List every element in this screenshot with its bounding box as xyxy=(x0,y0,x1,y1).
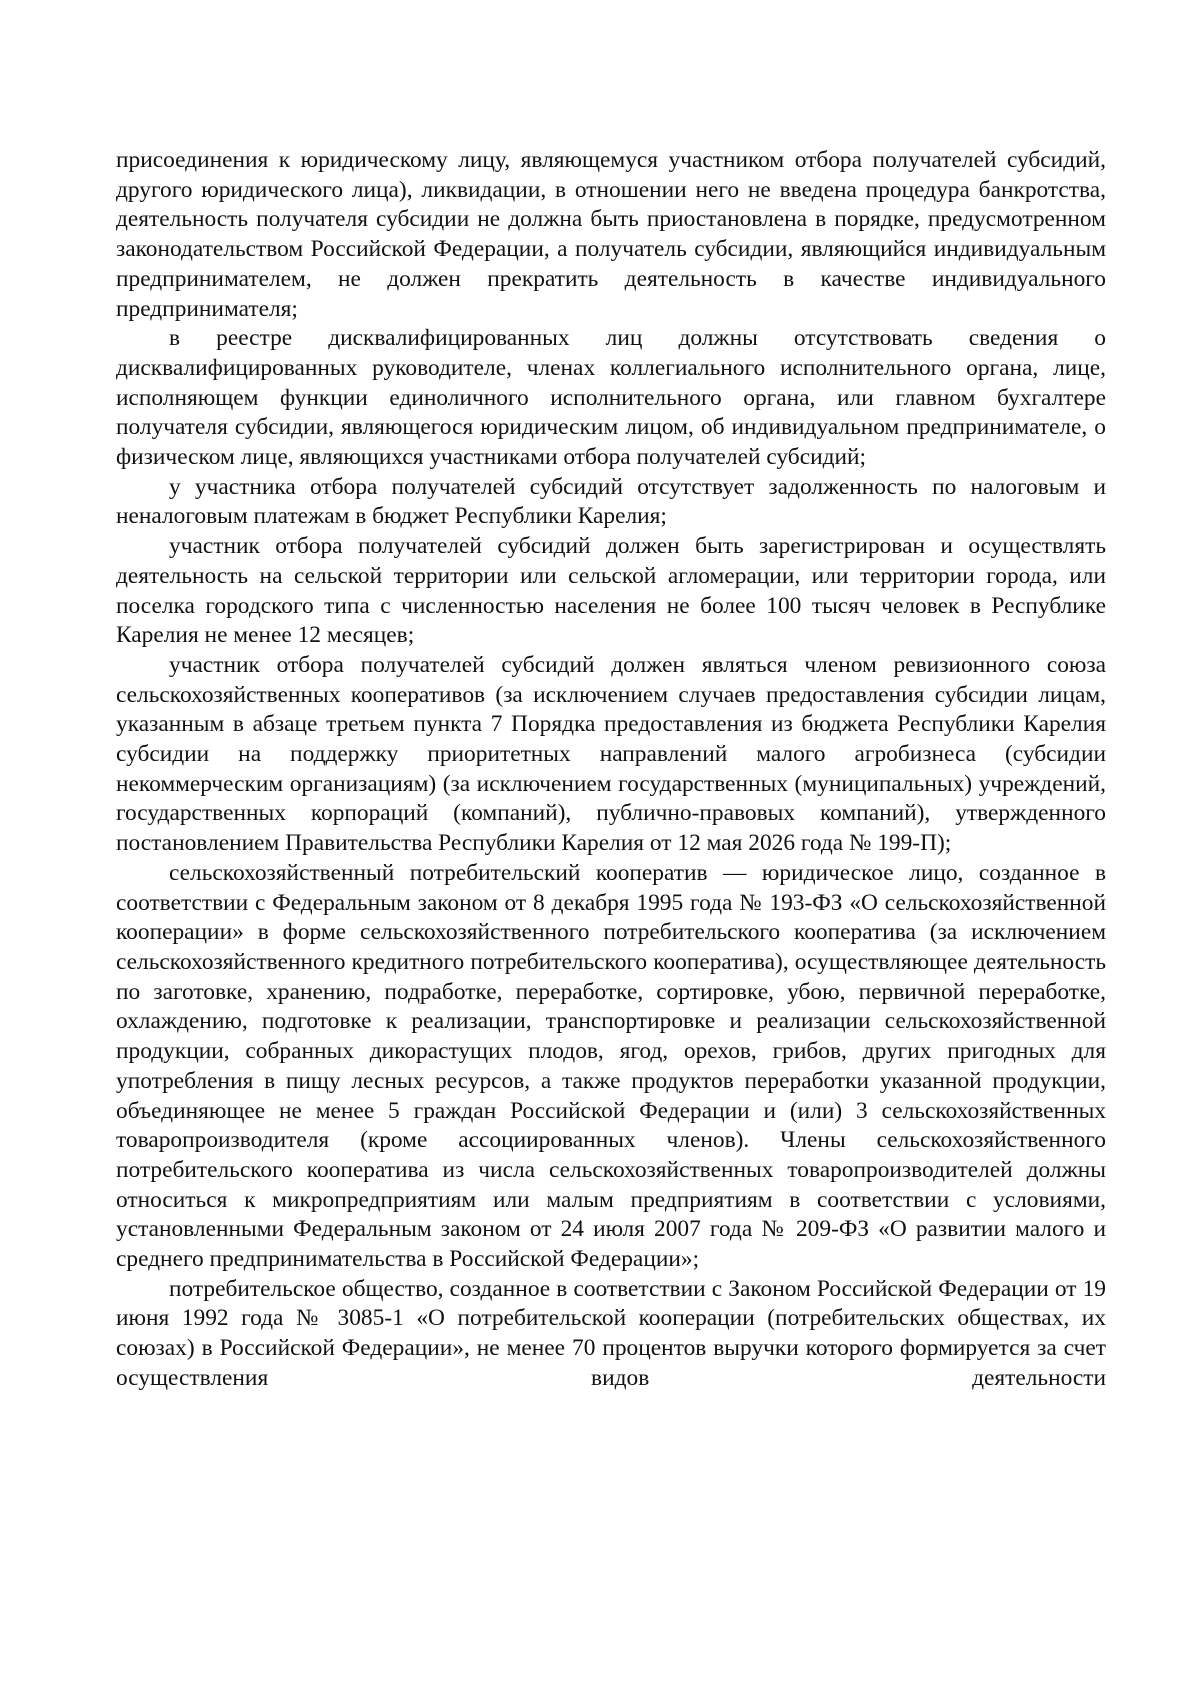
paragraph-7: потребительское общество, созданное в соответствии с Законом Российской Федерации от 19 июня 1992 года № 3085-1 «О потребительской кооперации (потребительских обществах, их союзах) в Российской Федерации», не менее 70 процентов выручки которого формируется за счет осуществления видов деятельности xyxy=(116,1275,1106,1391)
paragraph-6: сельскохозяйственный потребительский кооператив — юридическое лицо, созданное в соответствии с Федеральным законом от 8 декабря 1995 года № 193-ФЗ «О сельскохозяйственной кооперации» в форме сельскохозяйственного потребительского кооператива (за исключением сельскохозяйственного кредитного потребительского кооператива), осуществляющее деятельность по заготовке, хранению, подработке, переработке, сортировке, убою, первичной переработке, охлаждению, подготовке к реализации, транспортировке и реализации сельскохозяйственной продукции, собранных дикорастущих плодов, ягод, орехов, грибов, других пригодных для употребления в пищу лесных ресурсов, а также продуктов переработки указанной продукции, объединяющее не менее 5 граждан Российской Федерации и (или) 3 сельскохозяйственных товаропроизводителя (кроме ассоциированных членов). Члены сельскохозяйственного потребительского кооператива из числа сельскохозяйственных товаропроизводителей должны относиться к микропредприятиям или малым предприятиям в соответствии с условиями, установленными Федеральным законом от 24 июля 2007 года № 209-ФЗ «О развитии малого и среднего предпринимательства в Российской Федерации»; xyxy=(116,859,1106,1273)
paragraph-4: участник отбора получателей субсидий должен быть зарегистрирован и осуществлять деятельность на сельской территории или сельской агломерации, или территории города, или поселка городского типа с численностью населения не более 100 тысяч человек в Республике Карелия не менее 12 месяцев; xyxy=(116,533,1106,649)
document-page xyxy=(116,146,1106,1394)
paragraph-1: присоединения к юридическому лицу, являющемуся участником отбора получателей субсидий, другого юридического лица), ликвидации, в отношении него не введена процедура банкротства, деятельность получателя субсидии не должна быть приостановлена в порядке, предусмотренном законодательством Российской Федерации, а получатель субсидии, являющийся индивидуальным предпринимателем, не должен прекратить деятельность в качестве индивидуального предпринимателя; xyxy=(116,147,1106,322)
paragraph-2: в реестре дисквалифицированных лиц должны отсутствовать сведения о дисквалифицированных руководителе, членах коллегиального исполнительного органа, лице, исполняющем функции единоличного исполнительного органа, или главном бухгалтере получателя субсидии, являющегося юридическим лицом, об индивидуальном предпринимателе, о физическом лице, являющихся участниками отбора получателей субсидий; xyxy=(116,325,1106,471)
paragraph-3: у участника отбора получателей субсидий отсутствует задолженность по налоговым и неналоговым платежам в бюджет Республики Карелия; xyxy=(116,473,1106,530)
paragraph-5: участник отбора получателей субсидий должен являться членом ревизионного союза сельскохозяйственных кооперативов (за исключением случаев предоставления субсидии лицам, указанным в абзаце третьем пункта 7 Порядка предоставления из бюджета Республики Карелия субсидии на поддержку приоритетных направлений малого агробизнеса (субсидии некоммерческим организациям) (за исключением государственных (муниципальных) учреждений, государственных корпораций (компаний), публично-правовых компаний), утвержденного постановлением Правительства Республики Карелия от 12 мая 2026 года № 199-П); xyxy=(116,651,1106,857)
